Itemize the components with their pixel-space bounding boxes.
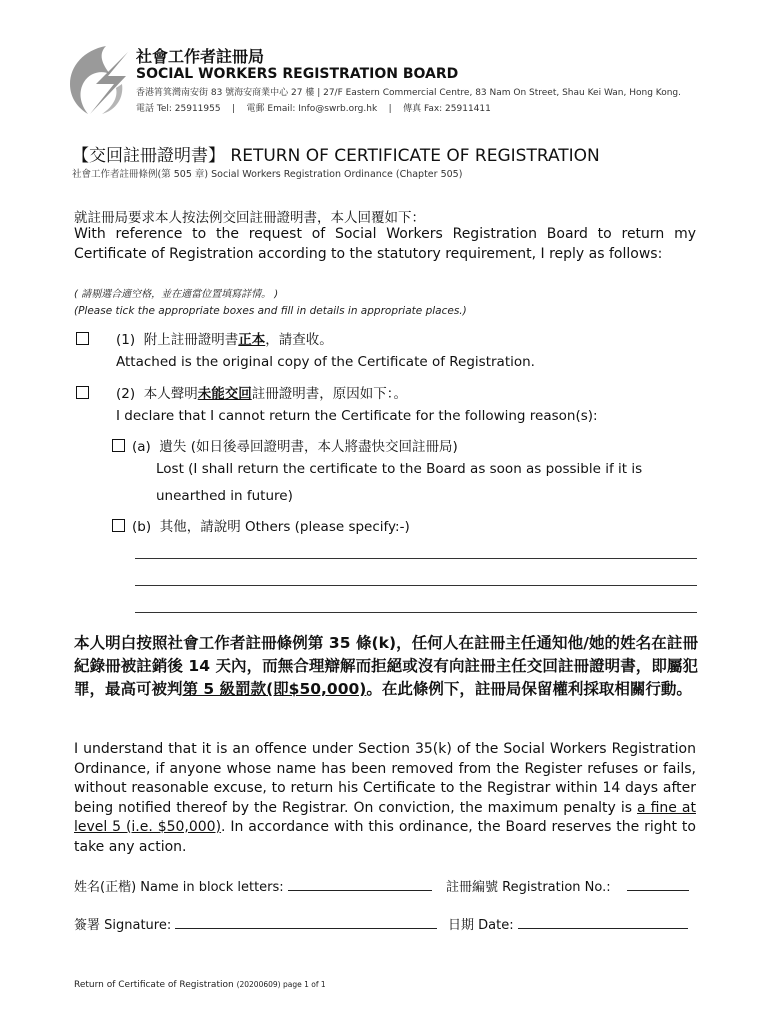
warning-en bbox=[74, 740, 696, 857]
option-2-zh bbox=[116, 382, 407, 402]
reason-line-3[interactable] bbox=[135, 612, 697, 613]
option-1-number: (1) bbox=[116, 332, 136, 348]
org-name-zh: 社會工作者註冊局 bbox=[136, 47, 265, 66]
name-label: 姓名(正楷) Name in block letters: bbox=[74, 880, 284, 895]
ordinance-reference: 社會工作者註冊條例(第 505 章) Social Workers Registration Ordinance (Chapter 505) bbox=[72, 169, 463, 180]
option-2b-text bbox=[132, 515, 410, 535]
warning-zh-penalty: 第 5 級罰款(即$50,000) bbox=[182, 680, 367, 698]
option-1-checkbox[interactable] bbox=[76, 332, 89, 345]
org-fax: 傳真 Fax: 25911411 bbox=[403, 104, 491, 114]
org-tel: 電話 Tel: 25911955 bbox=[136, 104, 221, 114]
reason-line-1[interactable] bbox=[135, 558, 697, 559]
page-footer bbox=[74, 980, 326, 990]
option-2a-label: (a) bbox=[132, 439, 151, 455]
option-2a-zh bbox=[132, 435, 458, 455]
option-2b-checkbox[interactable] bbox=[112, 519, 125, 532]
warning-en-tail: . In accordance with this ordinance, the Board reserves the right to take any action. bbox=[74, 819, 696, 855]
warning-zh-tail: 。在此條例下，註冊局保留權利採取相關行動。 bbox=[366, 680, 692, 698]
swrb-logo bbox=[66, 44, 132, 116]
separator: | bbox=[388, 104, 392, 114]
footer-code: (20200609) page 1 of 1 bbox=[236, 980, 326, 989]
warning-en-text: I understand that it is an offence under Section 35(k) of the Social Workers Registration Ordinance, if anyone whose name has been removed from the Register refuses or fails, without reasonable excuse, to return his Certificate to the Registrar within 14 days after being notified thereof by the Registrar. On conviction, the maximum penalty is bbox=[74, 741, 696, 816]
option-2-zh-tail: 註冊證明書，原因如下：。 bbox=[251, 386, 407, 402]
name-input[interactable] bbox=[288, 878, 432, 891]
signature-input[interactable] bbox=[175, 916, 437, 929]
signature-label: 簽署 Signature: bbox=[74, 918, 172, 933]
signature-field bbox=[74, 914, 437, 933]
registration-no-field bbox=[446, 876, 689, 895]
instruction-note-zh: ( 請剔選合適空格，並在適當位置填寫詳情。 ) bbox=[74, 289, 279, 300]
warning-zh bbox=[74, 632, 698, 701]
name-field bbox=[74, 876, 432, 895]
org-contact bbox=[136, 101, 491, 114]
registration-no-input[interactable] bbox=[627, 878, 689, 891]
option-1-zh-tail: ，請查收。 bbox=[265, 332, 333, 348]
form-title: 【交回註冊證明書】 RETURN OF CERTIFICATE OF REGISTRATION bbox=[72, 146, 600, 166]
option-2a-en-line1: Lost (I shall return the certificate to the Board as soon as possible if it is bbox=[156, 461, 643, 477]
option-2-checkbox[interactable] bbox=[76, 386, 89, 399]
org-name-en: SOCIAL WORKERS REGISTRATION BOARD bbox=[136, 66, 459, 82]
option-2-number: (2) bbox=[116, 386, 136, 402]
option-1-zh bbox=[116, 328, 333, 348]
org-email: 電郵 Email: Info@swrb.org.hk bbox=[246, 104, 378, 114]
option-2-zh-text: 本人聲明 bbox=[143, 386, 198, 402]
separator: | bbox=[232, 104, 236, 114]
warning-zh-text: 本人明白按照社會工作者註冊條例第 35 條(k)，任何人在註冊主任通知他/她的姓名在註冊紀錄冊被註銷後 14 天內，而無合理辯解而拒絕或沒有向註冊主任交回註冊證明書，即屬犯罪，最高可被判 bbox=[74, 634, 698, 698]
org-address: 香港筲箕灣南安街 83 號海安商業中心 27 樓 | 27/F Eastern Commercial Centre, 83 Nam On Street, Shau Kei Wan, Hong Kong. bbox=[136, 88, 682, 98]
option-2-zh-emphasis: 未能交回 bbox=[197, 386, 252, 402]
option-1-en: Attached is the original copy of the Certificate of Registration. bbox=[116, 354, 535, 370]
reason-line-2[interactable] bbox=[135, 585, 697, 586]
intro-en: With reference to the request of Social Workers Registration Board to return my Certificate of Registration according to the statutory requirement, I reply as follows: bbox=[74, 226, 696, 262]
option-1-zh-text: 附上註冊證明書 bbox=[143, 332, 239, 348]
option-2b-description: 其他，請說明 Others (please specify:-) bbox=[159, 519, 410, 535]
date-field bbox=[448, 914, 688, 933]
option-1-zh-emphasis: 正本 bbox=[238, 332, 266, 348]
option-2a-en-line2: unearthed in future) bbox=[156, 488, 293, 504]
option-2a-zh-text: 遺失 (如日後尋回證明書，本人將盡快交回註冊局) bbox=[159, 439, 458, 455]
option-2-en: I declare that I cannot return the Certificate for the following reason(s): bbox=[116, 408, 598, 424]
option-2b-label: (b) bbox=[132, 519, 152, 535]
registration-no-label: 註冊編號 Registration No.: bbox=[446, 880, 611, 895]
intro-zh: 就註冊局要求本人按法例交回註冊證明書，本人回覆如下： bbox=[74, 210, 425, 226]
option-2a-checkbox[interactable] bbox=[112, 439, 125, 452]
date-label: 日期 Date: bbox=[448, 918, 514, 933]
footer-title: Return of Certificate of Registration bbox=[74, 980, 234, 990]
instruction-note-en: (Please tick the appropriate boxes and fill in details in appropriate places.) bbox=[74, 305, 467, 317]
warning-en-penalty: a fine at level 5 (i.e. $50,000) bbox=[74, 799, 696, 835]
date-input[interactable] bbox=[518, 916, 688, 929]
